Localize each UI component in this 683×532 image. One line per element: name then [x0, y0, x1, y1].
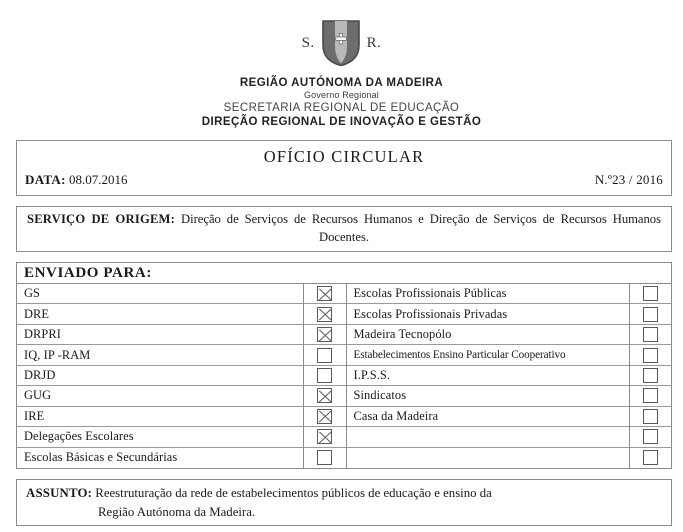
- recipient-checkbox-cell[interactable]: [630, 366, 671, 386]
- recipient-checkbox-cell[interactable]: [304, 427, 346, 447]
- enviado-para-block: [16, 262, 672, 469]
- recipient-right-labels: [347, 284, 630, 468]
- checkbox-checked-icon[interactable]: [317, 327, 332, 342]
- assunto-label: ASSUNTO:: [26, 486, 93, 500]
- recipient-checkbox-cell[interactable]: [630, 407, 671, 427]
- recipient-label: DRE: [17, 304, 303, 324]
- recipient-label-empty: [347, 427, 630, 447]
- recipient-left-labels: [17, 284, 303, 468]
- recipient-checkbox-cell[interactable]: [304, 284, 346, 304]
- recipient-checkbox-cell[interactable]: [304, 345, 346, 365]
- recipient-label: DRPRI: [17, 325, 303, 345]
- recipient-label: Sindicatos: [347, 386, 630, 406]
- date-label: DATA:: [25, 172, 66, 187]
- assunto-text: [26, 484, 662, 521]
- emblem-letter-left: S.: [301, 34, 315, 51]
- recipient-checkbox-cell[interactable]: [630, 427, 671, 447]
- origem-text: [27, 211, 661, 247]
- recipient-label: I.P.S.S.: [347, 366, 630, 386]
- recipient-label: IQ, IP -RAM: [17, 345, 303, 365]
- checkbox-checked-icon[interactable]: [317, 286, 332, 301]
- recipient-checkbox-cell[interactable]: [630, 386, 671, 406]
- assunto-block: [16, 479, 672, 526]
- recipient-checkbox-cell[interactable]: [304, 407, 346, 427]
- recipient-label: Madeira Tecnopólo: [347, 325, 630, 345]
- recipient-label: Delegações Escolares: [17, 427, 303, 447]
- recipient-checkbox-cell[interactable]: [630, 448, 671, 468]
- org-line-secretariat: SECRETARIA REGIONAL DE EDUCAÇÃO: [223, 101, 460, 114]
- organization-lines: [0, 76, 683, 129]
- document-number: N.º23 / 2016: [594, 172, 663, 187]
- recipient-checkbox-cell[interactable]: [630, 284, 671, 304]
- recipient-label: IRE: [17, 407, 303, 427]
- document-title: OFÍCIO CIRCULAR: [263, 147, 425, 166]
- recipient-checkbox-cell[interactable]: [630, 325, 671, 345]
- recipient-grid: [17, 284, 671, 468]
- checkbox-checked-icon[interactable]: [317, 307, 332, 322]
- checkbox-unchecked-icon[interactable]: [643, 348, 658, 363]
- date-value: 08.07.2016: [69, 172, 128, 187]
- title-block: [16, 140, 672, 196]
- recipient-checkbox-cell[interactable]: [304, 386, 346, 406]
- checkbox-unchecked-icon[interactable]: [643, 286, 658, 301]
- org-line-region: REGIÃO AUTÓNOMA DA MADEIRA: [239, 77, 444, 89]
- checkbox-unchecked-icon[interactable]: [643, 450, 658, 465]
- org-line-directorate: DIREÇÃO REGIONAL DE INOVAÇÃO E GESTÃO: [201, 116, 482, 128]
- org-line-government: Governo Regional: [304, 90, 379, 101]
- checkbox-unchecked-icon[interactable]: [643, 368, 658, 383]
- letterhead: [0, 0, 683, 129]
- checkbox-unchecked-icon[interactable]: [643, 307, 658, 322]
- recipient-right-checkboxes: [629, 284, 671, 468]
- recipient-label: Escolas Profissionais Públicas: [347, 284, 630, 304]
- checkbox-unchecked-icon[interactable]: [643, 327, 658, 342]
- recipient-label: Estabelecimentos Ensino Particular Cooperativo: [347, 345, 630, 365]
- recipient-label: Casa da Madeira: [347, 407, 630, 427]
- emblem-letter-right: R.: [366, 34, 382, 51]
- checkbox-checked-icon[interactable]: [317, 409, 332, 424]
- recipient-label: GS: [17, 284, 303, 304]
- origem-value: Direção de Serviços de Recursos Humanos e Direção de Serviços de Recursos Humanos Docentes.: [175, 212, 661, 244]
- origem-block: [16, 206, 672, 252]
- date-field: [25, 172, 128, 188]
- recipient-checkbox-cell[interactable]: [304, 304, 346, 324]
- recipient-label: Escolas Profissionais Privadas: [347, 304, 630, 324]
- emblem-row: [0, 0, 683, 74]
- recipient-checkbox-cell[interactable]: [304, 448, 346, 468]
- recipient-checkbox-cell[interactable]: [304, 366, 346, 386]
- madeira-coat-of-arms-icon: [321, 19, 361, 67]
- checkbox-unchecked-icon[interactable]: [317, 450, 332, 465]
- assunto-line2: Região Autónoma da Madeira.: [98, 504, 256, 519]
- recipient-checkbox-cell[interactable]: [630, 304, 671, 324]
- checkbox-unchecked-icon[interactable]: [643, 388, 658, 403]
- recipient-checkbox-cell[interactable]: [304, 325, 346, 345]
- checkbox-unchecked-icon[interactable]: [317, 368, 332, 383]
- checkbox-unchecked-icon[interactable]: [317, 348, 332, 363]
- recipient-checkbox-cell[interactable]: [630, 345, 671, 365]
- recipient-label: Escolas Básicas e Secundárias: [24, 450, 178, 465]
- origem-label: SERVIÇO DE ORIGEM:: [27, 212, 176, 226]
- assunto-line1: Reestruturação da rede de estabelecimentos públicos de educação e ensino da: [92, 486, 492, 500]
- checkbox-checked-icon[interactable]: [317, 429, 332, 444]
- checkbox-checked-icon[interactable]: [317, 388, 332, 403]
- checkbox-unchecked-icon[interactable]: [643, 409, 658, 424]
- recipient-left-checkboxes: [303, 284, 347, 468]
- enviado-para-header: ENVIADO PARA:: [17, 263, 671, 284]
- recipient-label-empty: [347, 448, 630, 468]
- checkbox-unchecked-icon[interactable]: [643, 429, 658, 444]
- recipient-label: GUG: [17, 386, 303, 406]
- date-number-row: [17, 167, 671, 188]
- recipient-label: DRJD: [17, 366, 303, 386]
